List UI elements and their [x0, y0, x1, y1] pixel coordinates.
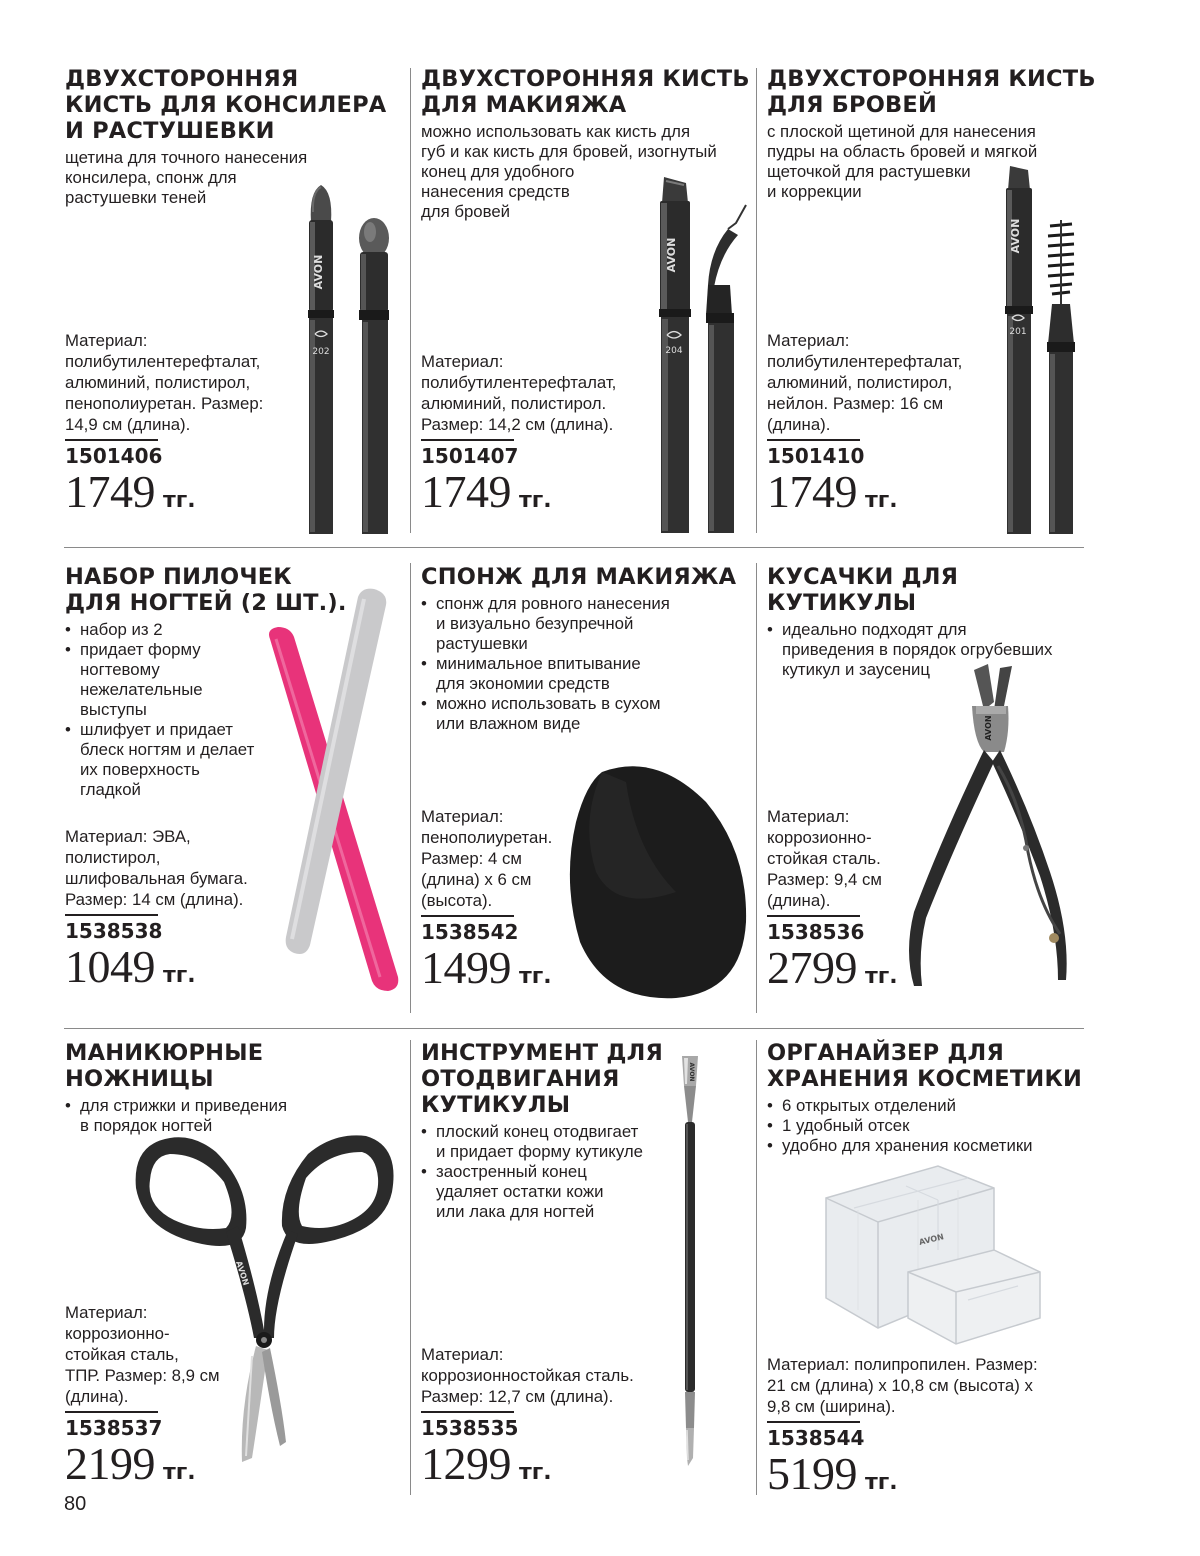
- column-divider: [410, 68, 411, 533]
- product-price: [65, 467, 263, 517]
- product-material: Материал: коррозионностойкая сталь. Размер: 12,7 см (длина).: [421, 1345, 634, 1406]
- divider-rule: [65, 1411, 158, 1413]
- product-card: [767, 564, 1097, 1014]
- product-card: [65, 66, 405, 536]
- divider-rule: [65, 439, 158, 441]
- product-code: 1538535: [421, 1415, 519, 1440]
- price-value: 2799: [767, 941, 857, 993]
- divider-rule: [767, 915, 860, 917]
- product-material: Материал: полибутилентерефталат, алюминий, полистирол, пенополиуретан. Размер: 14,9 см (длина).: [65, 331, 264, 434]
- divider-rule: [65, 914, 158, 916]
- product-title: ДВУХСТОРОННЯЯ КИСТЬ ДЛЯ КОНСИЛЕРА И РАСТУШЕВКИ: [65, 66, 387, 144]
- product-material: Материал: ЭВА, полистирол, шлифовальная бумага. Размер: 14 см (длина).: [65, 827, 248, 909]
- feature-item: • 6 открытых отделений: [767, 1096, 1097, 1116]
- product-features: [767, 620, 1097, 680]
- price-currency: тг.: [519, 963, 552, 989]
- divider-rule: [421, 915, 514, 917]
- column-divider: [410, 563, 411, 1013]
- product-price: [421, 467, 616, 517]
- product-material: Материал: коррозионно- стойкая сталь, ТПР. Размер: 8,9 см (длина).: [65, 1303, 220, 1406]
- product-price: [421, 943, 552, 993]
- product-footer: [65, 1302, 220, 1489]
- product-features: [65, 620, 405, 800]
- product-code: 1501406: [65, 443, 163, 468]
- price-currency: тг.: [865, 1469, 898, 1495]
- product-card: [421, 564, 756, 1014]
- price-value: 5199: [767, 1447, 857, 1499]
- product-code: 1538542: [421, 919, 519, 944]
- product-card: [65, 564, 405, 1014]
- product-description: с плоской щетиной для нанесения пудры на область бровей и мягкой щеточкой для растушевки и коррекции: [767, 122, 1038, 201]
- brand-text: AVON: [688, 1062, 695, 1082]
- product-code: 1538537: [65, 1415, 163, 1440]
- page-number: 80: [64, 1493, 87, 1515]
- column-divider: [756, 68, 757, 533]
- price-value: 1049: [65, 940, 155, 992]
- feature-item: • удобно для хранения косметики: [767, 1136, 1097, 1156]
- product-card: [421, 66, 756, 536]
- product-code: 1538538: [65, 918, 163, 943]
- product-card: [65, 1040, 405, 1500]
- product-code: 1538544: [767, 1425, 865, 1450]
- price-currency: тг.: [519, 1459, 552, 1485]
- price-currency: тг.: [163, 1459, 196, 1485]
- product-material: Материал: полибутилентерефталат, алюминий, полистирол, нейлон. Размер: 16 см (длина).: [767, 331, 963, 434]
- row-divider: [64, 547, 1084, 548]
- product-title: ДВУХСТОРОННЯЯ КИСТЬ ДЛЯ БРОВЕЙ: [767, 66, 1096, 118]
- price-currency: тг.: [163, 962, 196, 988]
- price-currency: тг.: [519, 487, 552, 513]
- product-footer: [767, 1354, 1038, 1499]
- product-price: [65, 1439, 220, 1489]
- feature-item: • заостренный конец удаляет остатки кожи или лака для ногтей: [421, 1162, 756, 1222]
- product-price: [767, 467, 962, 517]
- brand-text: AVON: [984, 715, 993, 741]
- product-card: [767, 1040, 1097, 1500]
- price-value: 1749: [767, 465, 857, 517]
- product-title: МАНИКЮРНЫЕ НОЖНИЦЫ: [65, 1040, 264, 1092]
- product-material: Материал: коррозионно- стойкая сталь. Размер: 9,4 см (длина).: [767, 807, 882, 910]
- column-divider: [756, 563, 757, 1013]
- brand-text: AVON: [1009, 218, 1022, 254]
- feature-item: • набор из 2: [65, 620, 405, 640]
- feature-item: • 1 удобный отсек: [767, 1116, 1097, 1136]
- product-material: Материал: полипропилен. Размер: 21 см (длина) х 10,8 см (высота) х 9,8 см (ширина).: [767, 1355, 1038, 1416]
- product-features: [421, 1122, 756, 1222]
- product-title: ДВУХСТОРОННЯЯ КИСТЬ ДЛЯ МАКИЯЖА: [421, 66, 750, 118]
- feature-item: • идеально подходят для приведения в порядок огрубевших кутикул и заусениц: [767, 620, 1097, 680]
- price-value: 1299: [421, 1437, 511, 1489]
- product-material: Материал: полибутилентерефталат, алюминий, полистирол. Размер: 14,2 см (длина).: [421, 352, 617, 434]
- product-code: 1538536: [767, 919, 865, 944]
- brush-number: 201: [1009, 327, 1027, 337]
- brand-text: AVON: [918, 1232, 945, 1247]
- feature-item: • шлифует и придает блеск ногтям и делает их поверхность гладкой: [65, 720, 405, 800]
- brand-text: AVON: [312, 254, 325, 290]
- product-card: [421, 1040, 756, 1500]
- product-price: [767, 943, 898, 993]
- product-price: [65, 942, 248, 992]
- product-material: Материал: пенополиуретан. Размер: 4 см (длина) х 6 см (высота).: [421, 807, 553, 910]
- brush-number: 202: [312, 347, 330, 357]
- row-divider: [64, 1028, 1084, 1029]
- feature-item: • для стрижки и приведения в порядок ногтей: [65, 1096, 405, 1136]
- product-price: [767, 1449, 1038, 1499]
- divider-rule: [767, 439, 860, 441]
- product-title: СПОНЖ ДЛЯ МАКИЯЖА: [421, 564, 737, 590]
- price-currency: тг.: [865, 963, 898, 989]
- price-value: 1749: [421, 465, 511, 517]
- feature-item: • плоский конец отодвигает и придает форму кутикуле: [421, 1122, 756, 1162]
- price-value: 2199: [65, 1437, 155, 1489]
- product-price: [421, 1439, 634, 1489]
- brush-number: 204: [665, 346, 683, 356]
- product-footer: [65, 826, 248, 992]
- divider-rule: [767, 1421, 860, 1423]
- brand-text: AVON: [665, 237, 678, 273]
- product-features: [767, 1096, 1097, 1156]
- product-footer: [421, 1344, 634, 1489]
- product-footer: [421, 351, 616, 517]
- product-footer: [767, 806, 898, 993]
- price-currency: тг.: [865, 487, 898, 513]
- product-title: ОРГАНАЙЗЕР ДЛЯ ХРАНЕНИЯ КОСМЕТИКИ: [767, 1040, 1083, 1092]
- divider-rule: [421, 1411, 514, 1413]
- product-card: [767, 66, 1097, 536]
- price-value: 1749: [65, 465, 155, 517]
- brand-text: AVON: [234, 1259, 251, 1287]
- product-code: 1501410: [767, 443, 865, 468]
- product-footer: [421, 806, 552, 993]
- product-footer: [767, 330, 962, 517]
- column-divider: [410, 1040, 411, 1495]
- product-features: [65, 1096, 405, 1136]
- product-title: КУСАЧКИ ДЛЯ КУТИКУЛЫ: [767, 564, 959, 616]
- price-currency: тг.: [163, 487, 196, 513]
- product-features: [421, 594, 756, 734]
- divider-rule: [421, 439, 514, 441]
- product-title: НАБОР ПИЛОЧЕК ДЛЯ НОГТЕЙ (2 ШТ.).: [65, 564, 347, 616]
- price-value: 1499: [421, 941, 511, 993]
- feature-item: • спонж для ровного нанесения и визуально безупречной растушевки: [421, 594, 756, 654]
- product-description: можно использовать как кисть для губ и как кисть для бровей, изогнутый конец для удобного нанесения средств для бровей: [421, 122, 717, 221]
- feature-item: • можно использовать в сухом или влажном виде: [421, 694, 756, 734]
- product-title: ИНСТРУМЕНТ ДЛЯ ОТОДВИГАНИЯ КУТИКУЛЫ: [421, 1040, 663, 1118]
- feature-item: • придает форму ногтевому нежелательные выступы: [65, 640, 405, 720]
- product-description: щетина для точного нанесения консилера, спонж для растушевки теней: [65, 148, 308, 207]
- column-divider: [756, 1040, 757, 1495]
- product-code: 1501407: [421, 443, 519, 468]
- feature-item: • минимальное впитывание для экономии средств: [421, 654, 756, 694]
- product-footer: [65, 330, 263, 517]
